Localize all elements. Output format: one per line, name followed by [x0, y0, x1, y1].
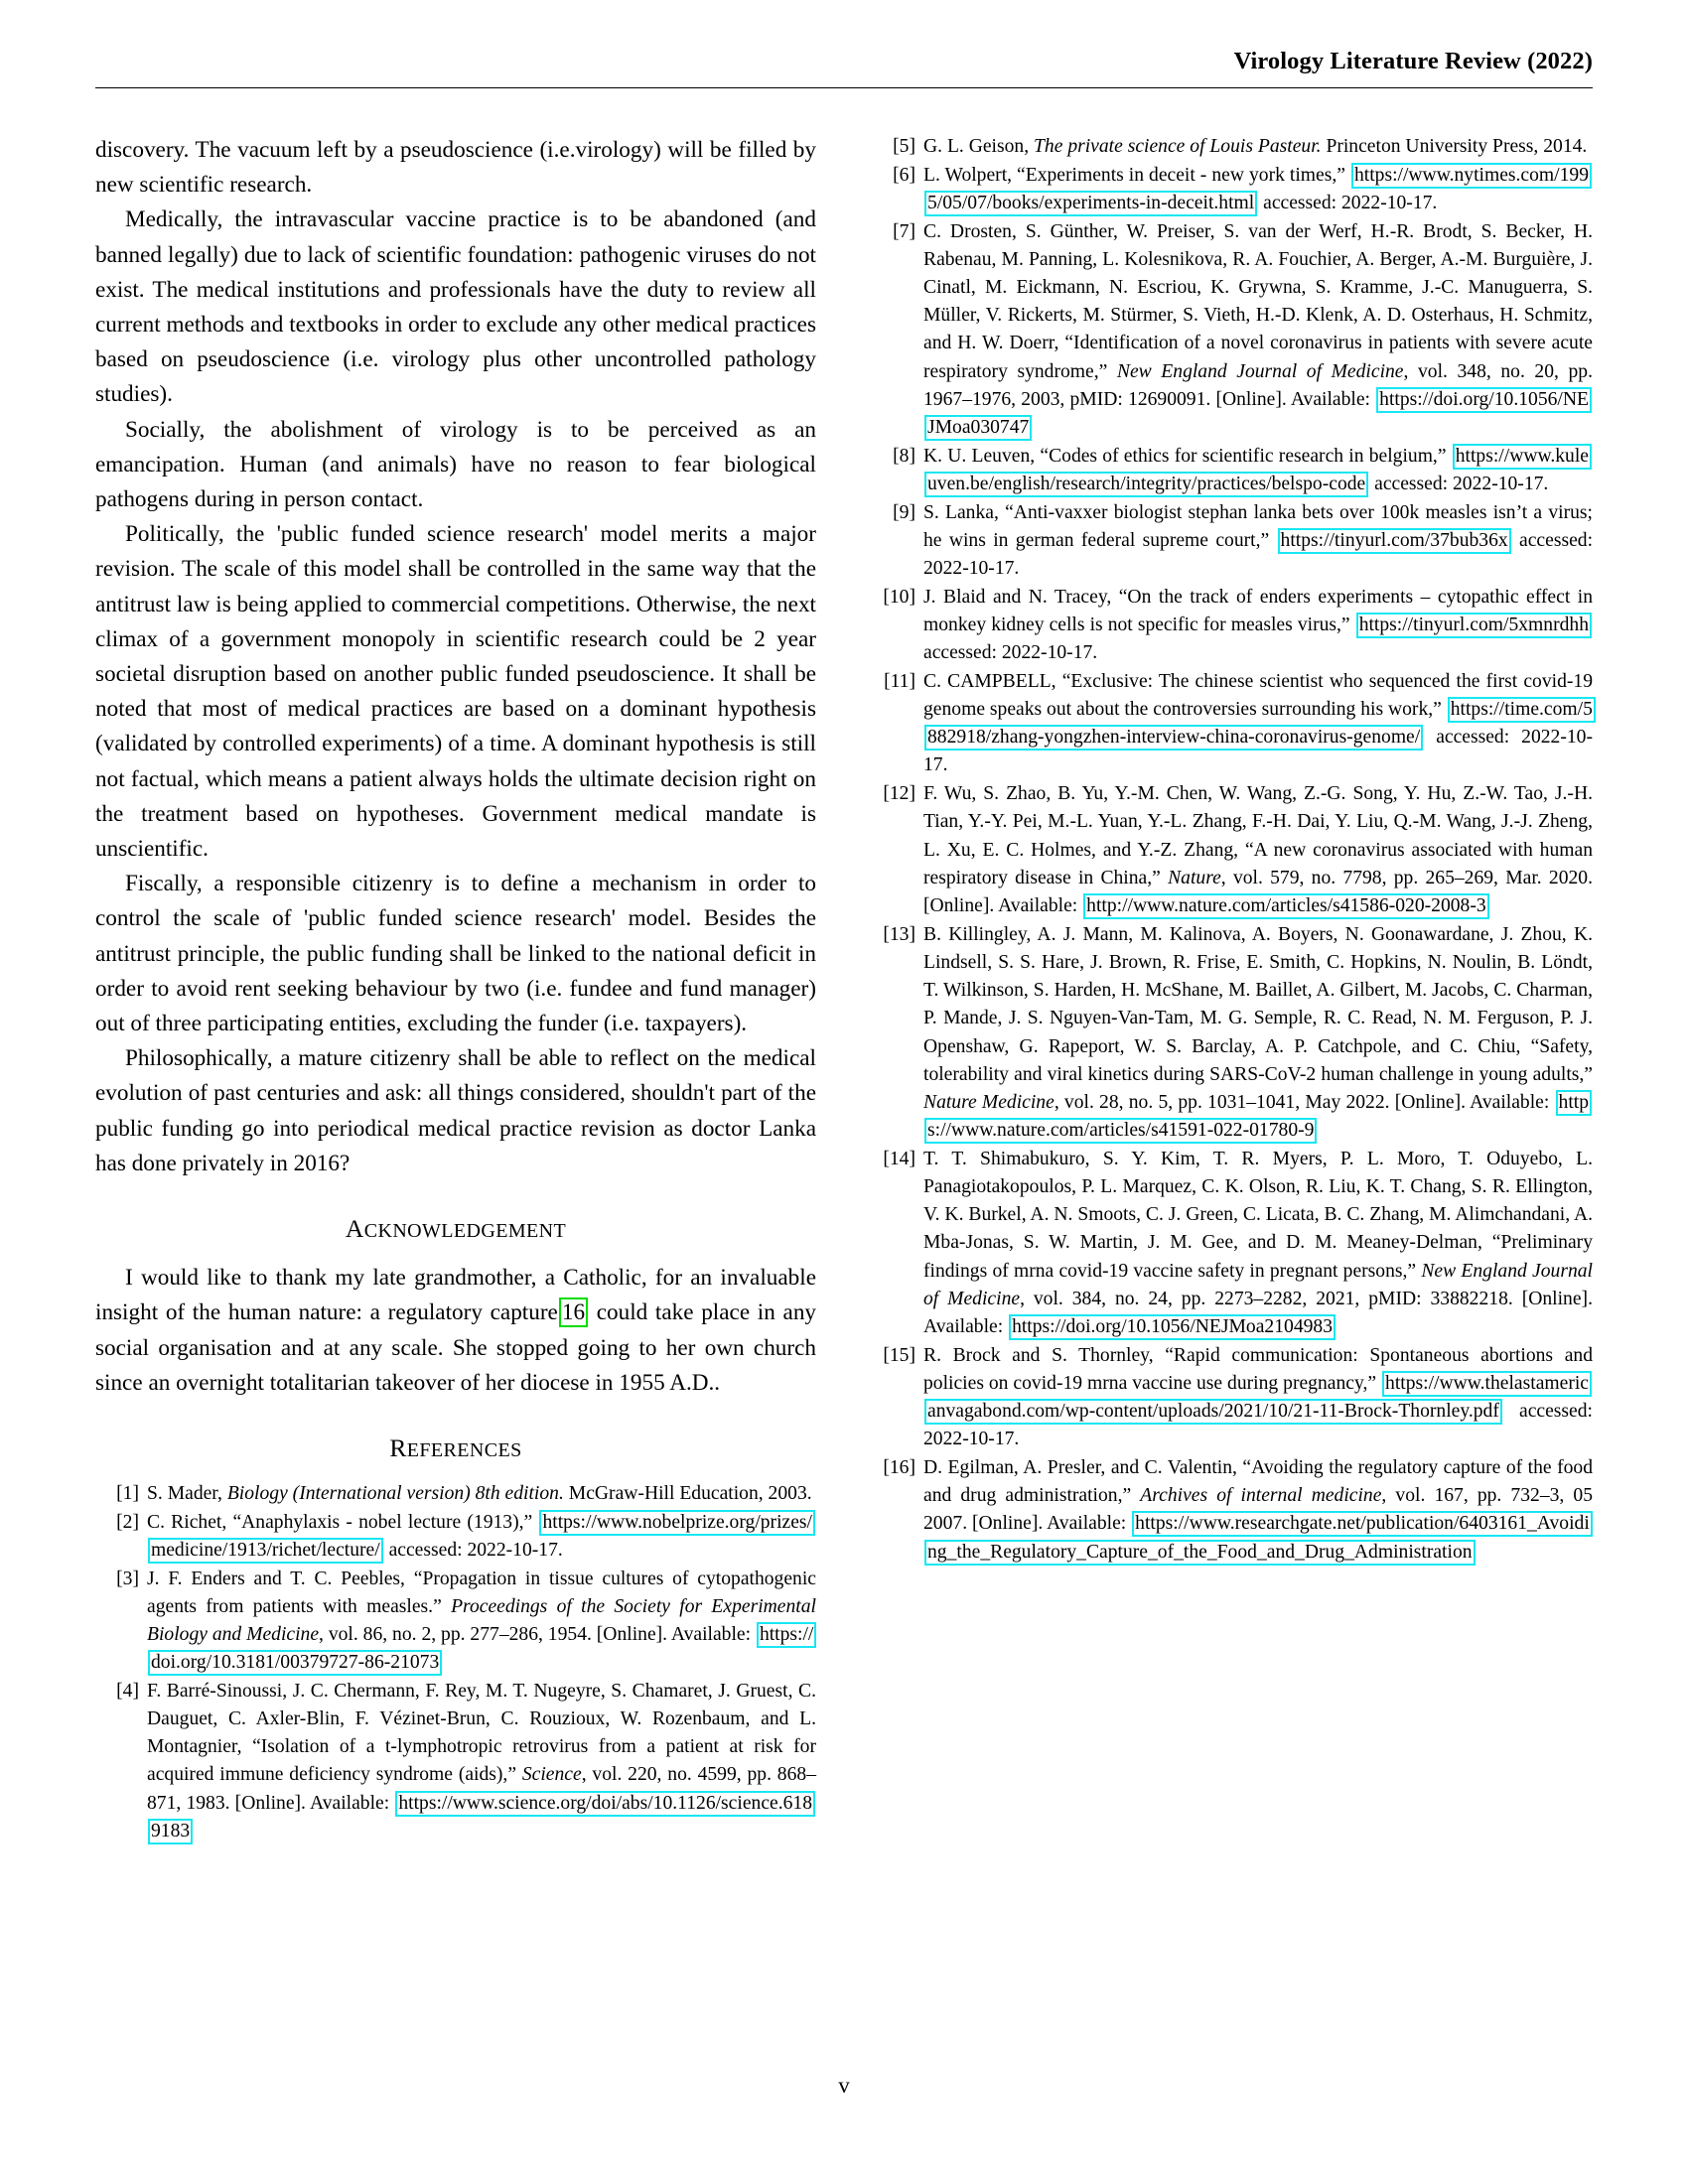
- reference-number: [11]: [884, 670, 915, 692]
- reference-url-link[interactable]: https://www.nytimes.com/1995/05/07/books/experiments-in-deceit.html: [924, 163, 1592, 216]
- left-column: [95, 133, 816, 1846]
- reference-text: S. Mader,: [147, 1482, 227, 1504]
- reference-text: accessed: 2022-10-17.: [1258, 192, 1438, 213]
- running-header: [95, 48, 1593, 75]
- reference-text: S. Lanka, “Anti-vaxxer biologist stephan lanka bets over 100k measles isn’t a virus; he wins in german federal supreme court,”: [923, 501, 1593, 551]
- reference-number: [15]: [883, 1344, 915, 1366]
- reference-text: accessed: 2022-10-17.: [923, 529, 1594, 580]
- reference-title-italic: Nature: [1168, 867, 1221, 888]
- reference-item: [872, 1146, 1593, 1341]
- reference-number: [12]: [883, 783, 915, 805]
- page-number: v: [838, 2073, 850, 2098]
- running-header-title: Virology Literature Review (2022): [1233, 48, 1593, 74]
- reference-url-link[interactable]: https://tinyurl.com/37bub36x: [1278, 528, 1511, 554]
- reference-list-left: [95, 1480, 816, 1845]
- reference-title-italic: Proceedings of the Society for Experimental Biology and Medicine: [147, 1595, 816, 1645]
- reference-url-link[interactable]: https://doi.org/10.3181/00379727-86-21073: [148, 1622, 816, 1676]
- reference-item: [872, 668, 1593, 780]
- reference-text: , vol. 28, no. 5, pp. 1031–1041, May 2022. [Online]. Available:: [1054, 1091, 1555, 1113]
- reference-item: [872, 1454, 1593, 1567]
- reference-url-link[interactable]: https://www.science.org/doi/abs/10.1126/science.6189183: [148, 1791, 815, 1844]
- reference-title-italic: Biology (International version) 8th edition.: [226, 1482, 564, 1504]
- reference-url-link[interactable]: https://www.researchgate.net/publication/6403161_Avoiding_the_Regulatory_Capture_of_the_Food_and_Drug_Administration: [924, 1511, 1593, 1565]
- reference-text: J. Blaid and N. Tracey, “On the track of enders experiments – cytopathic effect in monkey kidney cells is not specific for measles virus,”: [923, 586, 1593, 635]
- reference-url-link[interactable]: https://doi.org/10.1056/NEJMoa2104983: [1009, 1314, 1336, 1340]
- reference-text: F. Wu, S. Zhao, B. Yu, Y.-M. Chen, W. Wang, Z.-G. Song, Y. Hu, Z.-W. Tao, J.-H. Tian, Y.-Y. Pei, M.-L. Yuan, Y.-L. Zhang, F.-H. Dai, Y. Liu, Q.-M. Wang, J.-J. Zheng, L. Xu, E. C. Holmes, and Y.-Z. Zhang, “A new coronavirus associated with human respiratory disease in China,”: [923, 783, 1593, 888]
- reference-title-italic: Nature Medicine: [923, 1091, 1055, 1113]
- reference-title-italic: Archives of internal medicine: [1140, 1485, 1382, 1507]
- reference-url-link[interactable]: https://tinyurl.com/5xmnrdhh: [1356, 613, 1592, 638]
- reference-text: accessed: 2022-10-17.: [1369, 473, 1549, 494]
- reference-url-link[interactable]: https://doi.org/10.1056/NEJMoa030747: [924, 387, 1592, 441]
- reference-text: accessed: 2022-10-17.: [383, 1539, 563, 1561]
- reference-item: [872, 218, 1593, 443]
- reference-item: [872, 443, 1593, 498]
- reference-item: [872, 1342, 1593, 1454]
- reference-number: [14]: [883, 1148, 915, 1169]
- reference-text: , vol. 167, pp. 732–3, 05 2007. [Online]. Available:: [923, 1485, 1594, 1535]
- reference-url-link[interactable]: https://www.thelastamericanvagabond.com/wp-content/uploads/2021/10/21-11-Brock-Thornley.pdf: [924, 1371, 1592, 1425]
- reference-item: [95, 1480, 816, 1508]
- reference-number: [10]: [883, 586, 915, 608]
- citation-link-16[interactable]: 16: [559, 1297, 588, 1327]
- body-paragraph: Medically, the intravascular vaccine practice is to be abandoned (and banned legally) due to lack of scientific foundation: pathogenic viruses do not exist. The medical institutions and professionals have the duty to review all current methods and textbooks in order to exclude any other medical practices based on pseudoscience (i.e. virology plus other uncontrolled pathology studies).: [95, 206, 816, 408]
- reference-text: McGraw-Hill Education, 2003.: [563, 1482, 812, 1504]
- reference-item: [872, 133, 1593, 161]
- reference-text: accessed: 2022-10-17.: [923, 727, 1593, 776]
- reference-number: [4]: [116, 1680, 139, 1702]
- acknowledgement-heading: [95, 1215, 816, 1245]
- reference-item: [872, 584, 1593, 668]
- body-paragraph: Philosophically, a mature citizenry shall be able to reflect on the medical evolution of past centuries and ask: all things considered, shouldn't part of the public funding go into periodical medical practice revision as doctor Lanka has done privately in 2016?: [95, 1045, 816, 1176]
- reference-number: [3]: [116, 1568, 139, 1589]
- reference-text: R. Brock and S. Thornley, “Rapid communication: Spontaneous abortions and policies on covid-19 mrna vaccine use during pregnancy,”: [923, 1344, 1593, 1394]
- heading-initial: A: [345, 1214, 364, 1244]
- reference-number: [2]: [116, 1511, 139, 1533]
- reference-item: [95, 1509, 816, 1565]
- reference-list-right: [872, 133, 1593, 1567]
- reference-text: C. Drosten, S. Günther, W. Preiser, S. van der Werf, H.-R. Brodt, S. Becker, H. Rabenau, M. Panning, L. Kolesnikova, R. A. Fouchier, A. Berger, A.-M. Burguière, J. Cinatl, M. Eickmann, N. Escriou, K. Grywna, S. Kramme, J.-C. Manuguerra, S. Müller, V. Rickerts, M. Stürmer, S. Vieth, H.-D. Klenk, A. D. Osterhaus, H. Schmitz, and H. W. Doerr, “Identification of a novel coronavirus in patients with severe acute respiratory syndrome,”: [923, 220, 1593, 382]
- reference-text: C. Richet, “Anaphylaxis - nobel lecture (1913),”: [147, 1511, 539, 1533]
- ack-text-before: I would like to thank my late grandmother, a Catholic, for an invaluable insight of the human nature: a regulatory capture: [95, 1265, 816, 1326]
- reference-text: , vol. 86, no. 2, pp. 277–286, 1954. [Online]. Available:: [319, 1623, 756, 1645]
- reference-url-link[interactable]: https://www.nobelprize.org/prizes/medicine/1913/richet/lecture/: [148, 1510, 815, 1564]
- reference-text: , vol. 579, no. 7798, pp. 265–269, Mar. 2020. [Online]. Available:: [923, 867, 1594, 916]
- two-column-body: [95, 133, 1593, 1999]
- reference-url-link[interactable]: https://time.com/5882918/zhang-yongzhen-interview-china-coronavirus-genome/: [924, 697, 1596, 751]
- reference-title-italic: New England Journal of Medicine: [923, 1260, 1593, 1309]
- right-column: [872, 133, 1593, 1567]
- body-paragraph: Politically, the 'public funded science research' model merits a major revision. The scale of this model shall be controlled in the same way that the antitrust law is being applied to commercial competitions. Otherwise, the next climax of a government monopoly in scientific research could be 2 year societal disruption based on another public funded pseudoscience. It shall be noted that most of medical practices are based on a dominant hypothesis (validated by controlled experiments) of a time. A dominant hypothesis is still not factual, which means a patient always holds the ultimate decision right on the treatment based on hypotheses. Government medical mandate is unscientific.: [95, 521, 816, 863]
- reference-text: , vol. 220, no. 4599, pp. 868–871, 1983. [Online]. Available:: [147, 1764, 816, 1814]
- reference-text: , vol. 348, no. 20, pp. 1967–1976, 2003, pMID: 12690091. [Online]. Available:: [923, 360, 1593, 410]
- reference-text: accessed: 2022-10-17.: [923, 1401, 1593, 1450]
- reference-text: L. Wolpert, “Experiments in deceit - new york times,”: [923, 164, 1350, 186]
- reference-number: [8]: [893, 445, 915, 467]
- body-paragraph: Fiscally, a responsible citizenry is to define a mechanism in order to control the scale of 'public funded science research' model. Besides the antitrust principle, the public funding shall be linked to the national deficit in order to avoid rent seeking behaviour by two (i.e. fundee and fund manager) out of three participating entities, excluding the funder (i.e. taxpayers).: [95, 871, 816, 1037]
- header-rule: [95, 87, 1593, 88]
- reference-number: [5]: [893, 136, 915, 157]
- reference-title-italic: New England Journal of Medicine: [1116, 360, 1404, 382]
- acknowledgement-paragraph: [95, 1261, 816, 1401]
- reference-number: [9]: [893, 501, 915, 523]
- reference-item: [872, 921, 1593, 1146]
- reference-item: [872, 780, 1593, 920]
- reference-number: [6]: [893, 164, 915, 186]
- reference-item: [95, 1566, 816, 1678]
- reference-title-italic: Science: [521, 1764, 582, 1786]
- reference-text: J. F. Enders and T. C. Peebles, “Propagation in tissue cultures of cytopathogenic agents from patients with measles.”: [147, 1568, 816, 1617]
- reference-text: B. Killingley, A. J. Mann, M. Kalinova, A. Boyers, N. Goonawardane, J. Zhou, K. Lindsell, S. S. Hare, J. Brown, R. Frise, E. Smith, C. Hopkins, N. Noulin, B. Löndt, T. Wilkinson, S. Harden, H. McShane, M. Baillet, A. Gilbert, M. Jacobs, C. Charman, P. Mande, J. S. Nguyen-Van-Tam, M. G. Semple, R. C. Read, N. M. Ferguson, P. J. Openshaw, G. Rapeport, W. S. Barclay, A. P. Catchpole, and C. Chiu, “Safety, tolerability and viral kinetics during SARS-CoV-2 human challenge in young adults,”: [923, 923, 1593, 1085]
- reference-url-link[interactable]: https://www.kuleuven.be/english/research/integrity/practices/belspo-code: [924, 444, 1592, 497]
- reference-text: T. T. Shimabukuro, S. Y. Kim, T. R. Myers, P. L. Moro, T. Oduyebo, L. Panagiotakopoulos, P. L. Marquez, C. K. Olson, R. Liu, K. T. Chang, S. R. Ellington, V. K. Burkel, A. N. Smoots, C. J. Green, C. Licata, B. C. Zhang, M. Alimchandani, A. Mba-Jonas, S. W. Martin, J. M. Gee, and D. M. Meaney-Delman, “Preliminary findings of mrna covid-19 vaccine safety in pregnant persons,”: [923, 1148, 1593, 1282]
- heading-initial: R: [389, 1433, 407, 1462]
- reference-text: K. U. Leuven, “Codes of ethics for scientific research in belgium,”: [923, 445, 1452, 467]
- body-paragraph: Socially, the abolishment of virology is to be perceived as an emancipation. Human (and animals) have no reason to fear biological pathogens during in person contact.: [95, 416, 816, 513]
- ack-text-after: could take place in any social organisation and at any scale. She stopped going to her own church since an overnight totalitarian takeover of her diocese in 1955 A.D..: [95, 1299, 817, 1396]
- reference-number: [7]: [893, 220, 915, 242]
- reference-url-link[interactable]: https://www.nature.com/articles/s41591-022-01780-9: [924, 1090, 1592, 1144]
- body-paragraph: discovery. The vacuum left by a pseudoscience (i.e.virology) will be filled by new scientific research.: [95, 137, 816, 199]
- reference-number: [13]: [883, 923, 915, 945]
- reference-text: G. L. Geison,: [923, 136, 1035, 157]
- heading-rest: EFERENCES: [406, 1438, 522, 1461]
- reference-text: F. Barré-Sinoussi, J. C. Chermann, F. Rey, M. T. Nugeyre, S. Chamaret, J. Gruest, C. Dauguet, C. Axler-Blin, F. Vézinet-Brun, C. Rouzioux, W. Rozenbaum, and L. Montagnier, “Isolation of a t-lymphotropic retrovirus from a patient at risk for acquired immune deficiency syndrome (aids),”: [147, 1680, 816, 1786]
- reference-item: [95, 1678, 816, 1845]
- reference-text: Princeton University Press, 2014.: [1321, 136, 1588, 157]
- reference-text: D. Egilman, A. Presler, and C. Valentin, “Avoiding the regulatory capture of the food and drug administration,”: [923, 1457, 1593, 1507]
- reference-item: [872, 499, 1593, 584]
- references-heading: [95, 1434, 816, 1464]
- reference-title-italic: The private science of Louis Pasteur.: [1034, 136, 1322, 157]
- reference-number: [16]: [883, 1457, 915, 1479]
- heading-rest: CKNOWLEDGEMENT: [363, 1220, 567, 1243]
- reference-text: , vol. 384, no. 24, pp. 2273–2282, 2021, pMID: 33882218. [Online]. Available:: [923, 1288, 1593, 1338]
- reference-text: C. CAMPBELL, “Exclusive: The chinese scientist who sequenced the first covid-19 genome speaks out about the controversies surrounding his work,”: [923, 670, 1593, 721]
- reference-number: [1]: [116, 1482, 139, 1504]
- reference-url-link[interactable]: http://www.nature.com/articles/s41586-020-2008-3: [1083, 893, 1489, 919]
- reference-text: accessed: 2022-10-17.: [923, 642, 1098, 664]
- reference-item: [872, 162, 1593, 217]
